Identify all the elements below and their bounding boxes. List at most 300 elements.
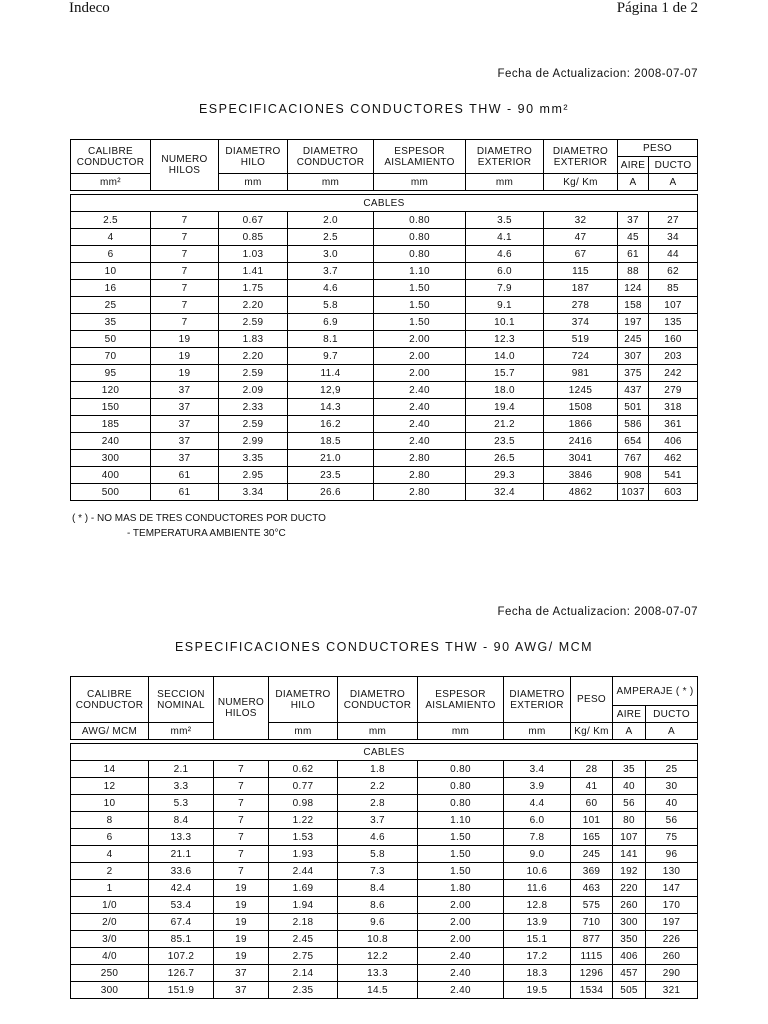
table-cell: 34 [649,229,698,246]
table-cell: 2.59 [219,365,288,382]
cables-row [71,195,698,212]
unit-cell: mm [338,723,418,740]
table-cell: 2/0 [71,914,149,931]
table-cell: 18.5 [288,433,374,450]
table-cell: 203 [649,348,698,365]
table-thw-mm2 [70,139,698,501]
table-cell: 12 [71,778,149,795]
table-cell: 318 [649,399,698,416]
table-cell: 2 [71,863,149,880]
table-cell: 9.0 [504,846,571,863]
table-cell: 245 [571,846,613,863]
table-cell: 2.1 [149,761,214,778]
table-cell: 1.10 [418,812,504,829]
unit-cell: mm² [71,174,151,191]
table-row [71,280,698,297]
col-ducto: DUCTO [649,157,698,174]
update-date-2: Fecha de Actualizacion: 2008-07-07 [497,606,698,618]
table-thw-awg [70,676,698,999]
table-cell: 2.59 [219,416,288,433]
table-cell: 10 [71,795,149,812]
table-cell: 107.2 [149,948,214,965]
table-cell: 7 [214,829,269,846]
table-cell: 2.75 [269,948,338,965]
table-cell: 1037 [618,484,649,501]
table-cell: 2.00 [418,914,504,931]
unit-cell: A [613,723,646,740]
table-cell: 4.6 [288,280,374,297]
table-cell: 505 [613,982,646,999]
table-cell: 197 [646,914,698,931]
table-cell: 1245 [544,382,618,399]
table-cell: 220 [613,880,646,897]
table-row [71,331,698,348]
table-cell: 80 [613,812,646,829]
table-cell: 7.9 [466,280,544,297]
table-cell: 500 [71,484,151,501]
table-cell: 2.95 [219,467,288,484]
table-cell: 0.67 [219,212,288,229]
table-cell: 2.8 [338,795,418,812]
table-cell: 21.0 [288,450,374,467]
table-cell: 6.0 [466,263,544,280]
table-cell: 19 [214,897,269,914]
col-diametro-exterior-2: DIAMETRO EXTERIOR [544,140,618,174]
table-cell: 1.94 [269,897,338,914]
table-row [71,467,698,484]
table-cell: 3.35 [219,450,288,467]
table-cell: 75 [646,829,698,846]
unit-cell: Kg/ Km [544,174,618,191]
table-cell: 2.00 [418,897,504,914]
col-amperaje: AMPERAJE ( * ) [613,677,698,706]
table-cell: 11.4 [288,365,374,382]
unit-cell: mm [504,723,571,740]
table-cell: 25 [71,297,151,314]
units-row [71,723,698,740]
table-cell: 35 [71,314,151,331]
table-cell: 7 [151,297,219,314]
table-cell: 30 [646,778,698,795]
table-cell: 5.8 [288,297,374,314]
table1-title: ESPECIFICACIONES CONDUCTORES THW - 90 mm² [198,102,570,116]
table-cell: 250 [71,965,149,982]
table-cell: 1.50 [418,863,504,880]
table-cell: 437 [618,382,649,399]
table-cell: 16.2 [288,416,374,433]
table-cell: 3/0 [71,931,149,948]
table-row [71,212,698,229]
table-cell: 0.80 [418,778,504,795]
unit-cell: mm [418,723,504,740]
table-cell: 8.4 [149,812,214,829]
table-cell: 19 [151,348,219,365]
table-cell: 115 [544,263,618,280]
table-cell: 185 [71,416,151,433]
table-cell: 4.4 [504,795,571,812]
table1-body [71,212,698,501]
table-cell: 2.00 [374,331,466,348]
col-ducto: DUCTO [646,706,698,723]
table-cell: 147 [646,880,698,897]
table-cell: 13.9 [504,914,571,931]
table-cell: 10.6 [504,863,571,880]
table-cell: 67.4 [149,914,214,931]
table-cell: 4 [71,846,149,863]
table-cell: 981 [544,365,618,382]
col-diametro-exterior: DIAMETRO EXTERIOR [504,677,571,723]
table-cell: 19 [151,365,219,382]
table-cell: 8.4 [338,880,418,897]
cables-row [71,744,698,761]
table-cell: 8.1 [288,331,374,348]
table-cell: 3.9 [504,778,571,795]
table-cell: 3.34 [219,484,288,501]
table-cell: 37 [214,982,269,999]
col-aire: AIRE [613,706,646,723]
table-cell: 47 [544,229,618,246]
cables-label: CABLES [71,744,698,761]
table-cell: 2416 [544,433,618,450]
table-cell: 95 [71,365,151,382]
table-cell: 2.40 [418,948,504,965]
table-row [71,246,698,263]
table-cell: 7 [151,314,219,331]
table-cell: 1534 [571,982,613,999]
table-cell: 33.6 [149,863,214,880]
table-cell: 9.6 [338,914,418,931]
table-cell: 16 [71,280,151,297]
unit-cell: A [618,174,649,191]
table2-title: ESPECIFICACIONES CONDUCTORES THW - 90 AWG/ MCM [174,640,594,654]
table-cell: 2.18 [269,914,338,931]
table-cell: 60 [571,795,613,812]
table-cell: 2.80 [374,467,466,484]
table-row [71,914,698,931]
table-cell: 7.8 [504,829,571,846]
table-cell: 2.45 [269,931,338,948]
table-cell: 45 [618,229,649,246]
col-numero-hilos: NUMERO HILOS [214,677,269,740]
table-row [71,965,698,982]
table-cell: 9.1 [466,297,544,314]
table-cell: 5.3 [149,795,214,812]
table-cell: 2.40 [418,965,504,982]
table-cell: 37 [151,399,219,416]
table-cell: 7 [214,761,269,778]
table-cell: 1866 [544,416,618,433]
table-row [71,314,698,331]
unit-cell: mm [219,174,288,191]
table-cell: 13.3 [149,829,214,846]
table-row [71,897,698,914]
table-cell: 6 [71,829,149,846]
table-cell: 1.50 [374,280,466,297]
table-cell: 17.2 [504,948,571,965]
table-cell: 2.0 [288,212,374,229]
table-cell: 9.7 [288,348,374,365]
table-cell: 724 [544,348,618,365]
table-row [71,297,698,314]
table-cell: 710 [571,914,613,931]
table-cell: 85.1 [149,931,214,948]
table-row [71,982,698,999]
table-cell: 406 [649,433,698,450]
table-cell: 12,9 [288,382,374,399]
table-cell: 3041 [544,450,618,467]
table-cell: 37 [151,433,219,450]
table-cell: 406 [613,948,646,965]
table-cell: 2.20 [219,348,288,365]
table-cell: 1.93 [269,846,338,863]
table-cell: 62 [649,263,698,280]
unit-cell: mm [466,174,544,191]
table-cell: 1.10 [374,263,466,280]
table-cell: 192 [613,863,646,880]
table-cell: 11.6 [504,880,571,897]
table-cell: 32.4 [466,484,544,501]
table-cell: 8.6 [338,897,418,914]
table-cell: 37 [151,450,219,467]
table-cell: 0.85 [219,229,288,246]
table-cell: 2.5 [71,212,151,229]
table-cell: 61 [151,467,219,484]
table-cell: 519 [544,331,618,348]
table-row [71,263,698,280]
col-numero-hilos: NUMERO HILOS [151,140,219,191]
col-diametro-hilo: DIAMETRO HILO [269,677,338,723]
table-cell: 2.00 [418,931,504,948]
table-cell: 7 [214,846,269,863]
table-row [71,778,698,795]
table-cell: 2.44 [269,863,338,880]
table-cell: 279 [649,382,698,399]
table-cell: 278 [544,297,618,314]
col-diametro-conductor: DIAMETRO CONDUCTOR [338,677,418,723]
table-cell: 2.40 [374,433,466,450]
table-row [71,433,698,450]
table-cell: 0.80 [418,761,504,778]
table-cell: 37 [151,416,219,433]
table-cell: 5.8 [338,846,418,863]
table-cell: 4 [71,229,151,246]
table-cell: 0.77 [269,778,338,795]
table-cell: 19.4 [466,399,544,416]
table-row [71,365,698,382]
table-cell: 7 [214,812,269,829]
table-cell: 165 [571,829,613,846]
table-cell: 120 [71,382,151,399]
table-cell: 462 [649,450,698,467]
table-cell: 25 [646,761,698,778]
table-cell: 61 [618,246,649,263]
table-cell: 1.75 [219,280,288,297]
table-cell: 2.14 [269,965,338,982]
table-cell: 541 [649,467,698,484]
table-cell: 7 [214,863,269,880]
table-cell: 44 [649,246,698,263]
table-cell: 4/0 [71,948,149,965]
table-cell: 2.80 [374,484,466,501]
table-cell: 290 [646,965,698,982]
table-cell: 26.6 [288,484,374,501]
table-cell: 0.80 [374,246,466,263]
unit-cell: AWG/ MCM [71,723,149,740]
table-cell: 1296 [571,965,613,982]
table-cell: 300 [71,450,151,467]
table-cell: 369 [571,863,613,880]
table-cell: 19.5 [504,982,571,999]
table-cell: 1.80 [418,880,504,897]
col-diametro-conductor: DIAMETRO CONDUCTOR [288,140,374,174]
table-cell: 12.2 [338,948,418,965]
table-cell: 1.50 [418,829,504,846]
table-cell: 7 [151,280,219,297]
table-cell: 226 [646,931,698,948]
table-cell: 18.0 [466,382,544,399]
col-calibre: CALIBRE CONDUCTOR [71,140,151,174]
table-row [71,880,698,897]
table-cell: 3.4 [504,761,571,778]
table-cell: 3.0 [288,246,374,263]
table-cell: 260 [613,897,646,914]
table-cell: 150 [71,399,151,416]
table-cell: 7 [214,778,269,795]
table-cell: 603 [649,484,698,501]
table-row [71,229,698,246]
table-cell: 124 [618,280,649,297]
table-cell: 0.62 [269,761,338,778]
table-cell: 15.1 [504,931,571,948]
table-cell: 7.3 [338,863,418,880]
table-cell: 8 [71,812,149,829]
table-cell: 767 [618,450,649,467]
table-cell: 151.9 [149,982,214,999]
table-cell: 1.50 [374,314,466,331]
table-row [71,761,698,778]
header-row [71,677,698,706]
table-cell: 2.35 [269,982,338,999]
table-cell: 575 [571,897,613,914]
unit-cell: mm [288,174,374,191]
table-cell: 19 [214,880,269,897]
table-cell: 13.3 [338,965,418,982]
table-cell: 2.99 [219,433,288,450]
table-cell: 0.80 [418,795,504,812]
table-cell: 19 [214,914,269,931]
table-row [71,948,698,965]
table-cell: 160 [649,331,698,348]
note-temperatura: - TEMPERATURA AMBIENTE 30°C [127,528,286,539]
table-cell: 7 [151,263,219,280]
col-peso: PESO [571,677,613,723]
table-cell: 1.69 [269,880,338,897]
table-cell: 37 [214,965,269,982]
col-espesor-aislamiento: ESPESOR AISLAMIENTO [418,677,504,723]
table-row [71,795,698,812]
table-cell: 10.8 [338,931,418,948]
col-calibre: CALIBRE CONDUCTOR [71,677,149,723]
table-cell: 130 [646,863,698,880]
table-cell: 1115 [571,948,613,965]
unit-cell: mm [269,723,338,740]
table-cell: 135 [649,314,698,331]
table-row [71,416,698,433]
table-cell: 35 [613,761,646,778]
table-cell: 19 [214,948,269,965]
table-cell: 107 [649,297,698,314]
table-cell: 88 [618,263,649,280]
header-row [71,140,698,157]
table-cell: 26.5 [466,450,544,467]
table-cell: 1.50 [374,297,466,314]
unit-cell: A [646,723,698,740]
table-cell: 3.5 [466,212,544,229]
table-cell: 2.09 [219,382,288,399]
table-cell: 19 [151,331,219,348]
table-cell: 2.33 [219,399,288,416]
unit-cell: mm [374,174,466,191]
unit-cell: A [649,174,698,191]
table-cell: 2.59 [219,314,288,331]
table-cell: 40 [613,778,646,795]
table-cell: 158 [618,297,649,314]
unit-cell: Kg/ Km [571,723,613,740]
table-cell: 14.3 [288,399,374,416]
table-cell: 7 [151,246,219,263]
table-cell: 2.5 [288,229,374,246]
table-cell: 70 [71,348,151,365]
table-cell: 197 [618,314,649,331]
table-cell: 1.03 [219,246,288,263]
table-cell: 18.3 [504,965,571,982]
table-cell: 2.40 [374,399,466,416]
table-cell: 1.83 [219,331,288,348]
table1-notes [72,511,326,541]
table-cell: 2.20 [219,297,288,314]
table-cell: 3846 [544,467,618,484]
table-cell: 300 [613,914,646,931]
table-cell: 187 [544,280,618,297]
table-row [71,348,698,365]
table-cell: 23.5 [466,433,544,450]
note-ducto: ( * ) - NO MAS DE TRES CONDUCTORES POR DUCTO [72,513,326,524]
table-cell: 23.5 [288,467,374,484]
table-cell: 0.98 [269,795,338,812]
table-cell: 260 [646,948,698,965]
document-header-left: Indeco [69,0,110,16]
table-cell: 101 [571,812,613,829]
table-row [71,484,698,501]
table-cell: 2.40 [374,382,466,399]
table-cell: 307 [618,348,649,365]
table-cell: 4862 [544,484,618,501]
table-cell: 586 [618,416,649,433]
table-cell: 242 [649,365,698,382]
table-cell: 908 [618,467,649,484]
table-cell: 96 [646,846,698,863]
col-diametro-hilo: DIAMETRO HILO [219,140,288,174]
table-cell: 300 [71,982,149,999]
table-cell: 400 [71,467,151,484]
table-cell: 2.2 [338,778,418,795]
cables-label: CABLES [71,195,698,212]
table-cell: 3.7 [338,812,418,829]
table-cell: 877 [571,931,613,948]
table-cell: 141 [613,846,646,863]
table-row [71,450,698,467]
table-cell: 7 [151,229,219,246]
